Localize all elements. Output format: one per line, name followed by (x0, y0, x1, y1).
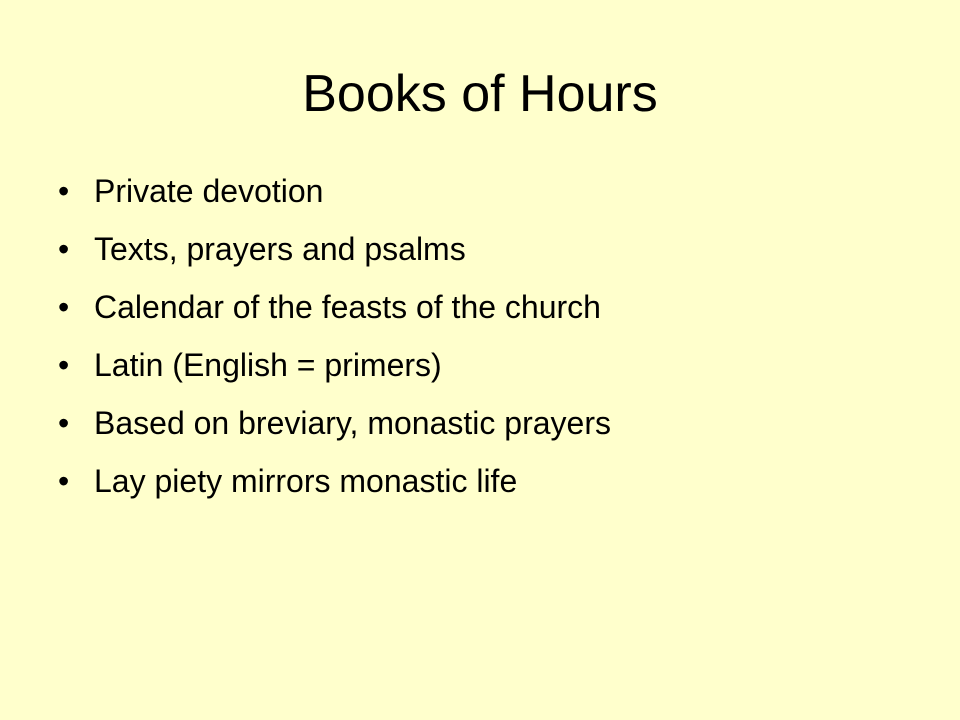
bullet-item (58, 346, 611, 384)
bullet-text: Based on breviary, monastic prayers (94, 405, 611, 441)
bullet-text: Texts, prayers and psalms (94, 231, 466, 267)
bullet-item (58, 462, 611, 500)
bullet-text: Latin (English = primers) (94, 347, 442, 383)
bullet-icon: • (58, 463, 70, 499)
bullet-icon: • (58, 231, 70, 267)
bullet-icon: • (58, 289, 70, 325)
bullet-icon: • (58, 173, 70, 209)
bullet-text: Calendar of the feasts of the church (94, 289, 601, 325)
bullet-text: Lay piety mirrors monastic life (94, 463, 518, 499)
bullet-item (58, 172, 611, 210)
bullet-icon: • (58, 405, 70, 441)
bullet-item (58, 288, 611, 326)
bullet-list (58, 172, 611, 520)
bullet-text: Private devotion (94, 173, 324, 209)
slide-title: Books of Hours (302, 65, 658, 123)
bullet-icon: • (58, 347, 70, 383)
bullet-item (58, 230, 611, 268)
bullet-item (58, 404, 611, 442)
